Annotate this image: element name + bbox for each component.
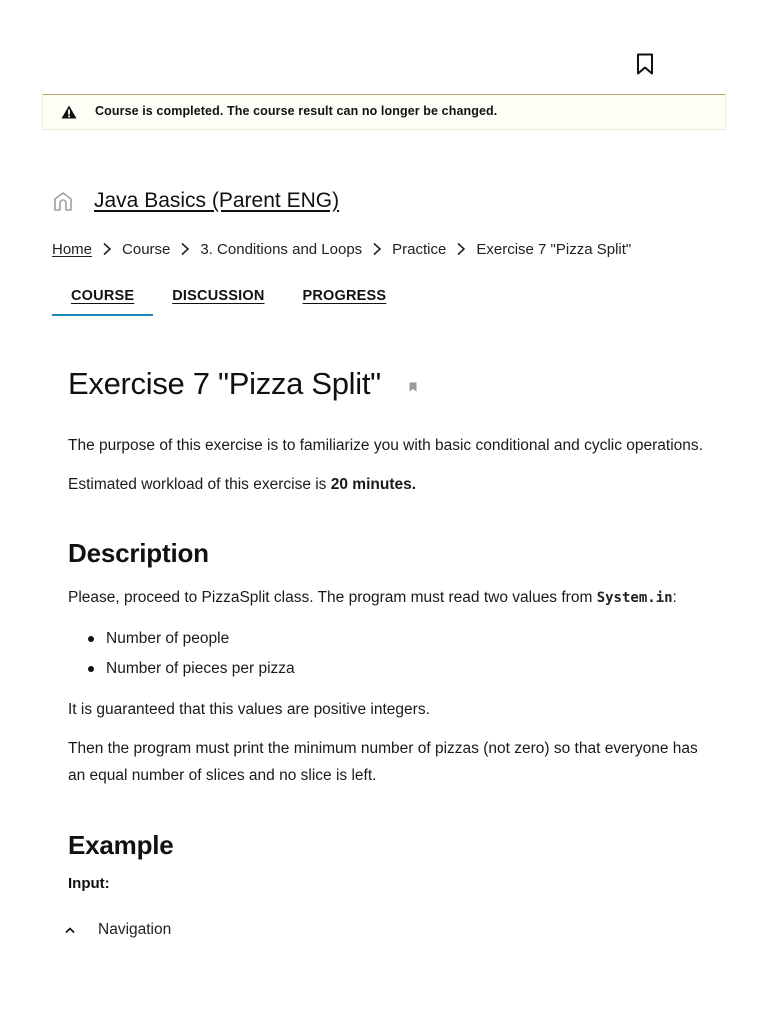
example-heading: Example [68, 830, 174, 860]
course-tabs [52, 284, 405, 316]
chevron-right-icon [180, 242, 194, 256]
chevron-right-icon [102, 242, 116, 256]
warning-icon [61, 105, 77, 119]
input-values-list [88, 624, 295, 684]
description-intro [68, 584, 677, 612]
system-in-code: System.in [596, 590, 673, 606]
exercise-title [68, 366, 718, 402]
chevron-right-icon [372, 242, 386, 256]
exercise-title-text: Exercise 7 "Pizza Split" [68, 366, 381, 401]
breadcrumb-course[interactable]: Course [122, 240, 171, 258]
intro-suffix: : [672, 589, 677, 606]
breadcrumb [52, 239, 631, 259]
guarantee-text: It is guaranteed that this values are positive integers. [68, 701, 430, 718]
course-completed-banner [42, 94, 726, 130]
list-item: Number of pieces per pizza [88, 654, 295, 684]
workload-value: 20 minutes. [330, 476, 417, 493]
breadcrumb-home[interactable]: Home [52, 240, 93, 258]
tab-progress[interactable]: PROGRESS [302, 288, 387, 304]
bookmark-small-icon[interactable] [409, 382, 417, 392]
exercise-content [68, 366, 718, 892]
description-heading: Description [68, 538, 209, 568]
breadcrumb-subsection[interactable]: Practice [392, 240, 447, 258]
banner-text: Course is completed. The course result can no longer be changed. [95, 104, 498, 118]
course-header [52, 186, 339, 216]
requirement-text: Then the program must print the minimum number of pizzas (not zero) so that everyone has an equal number of slices and no slice is left. [68, 740, 698, 784]
bookmark-outline-icon [636, 53, 654, 75]
workload-prefix: Estimated workload of this exercise is [68, 476, 331, 493]
input-label: Input: [68, 875, 110, 892]
breadcrumb-current: Exercise 7 "Pizza Split" [476, 240, 632, 258]
chevron-up-icon [64, 923, 78, 937]
course-title-link[interactable]: Java Basics (Parent ENG) [94, 189, 340, 212]
home-icon [52, 190, 74, 212]
navigation-toggle[interactable] [64, 918, 171, 942]
purpose-text: The purpose of this exercise is to familiarize you with basic conditional and cyclic operations. [68, 437, 703, 454]
breadcrumb-section[interactable]: 3. Conditions and Loops [200, 240, 363, 258]
navigation-label: Navigation [98, 921, 172, 938]
workload-text [68, 471, 416, 498]
bookmark-button[interactable] [634, 52, 656, 76]
tab-discussion[interactable]: DISCUSSION [172, 288, 265, 304]
list-item: Number of people [88, 624, 295, 654]
tab-course[interactable]: COURSE [52, 284, 153, 316]
intro-prefix: Please, proceed to PizzaSplit class. The program must read two values from [68, 589, 597, 606]
chevron-right-icon [456, 242, 470, 256]
